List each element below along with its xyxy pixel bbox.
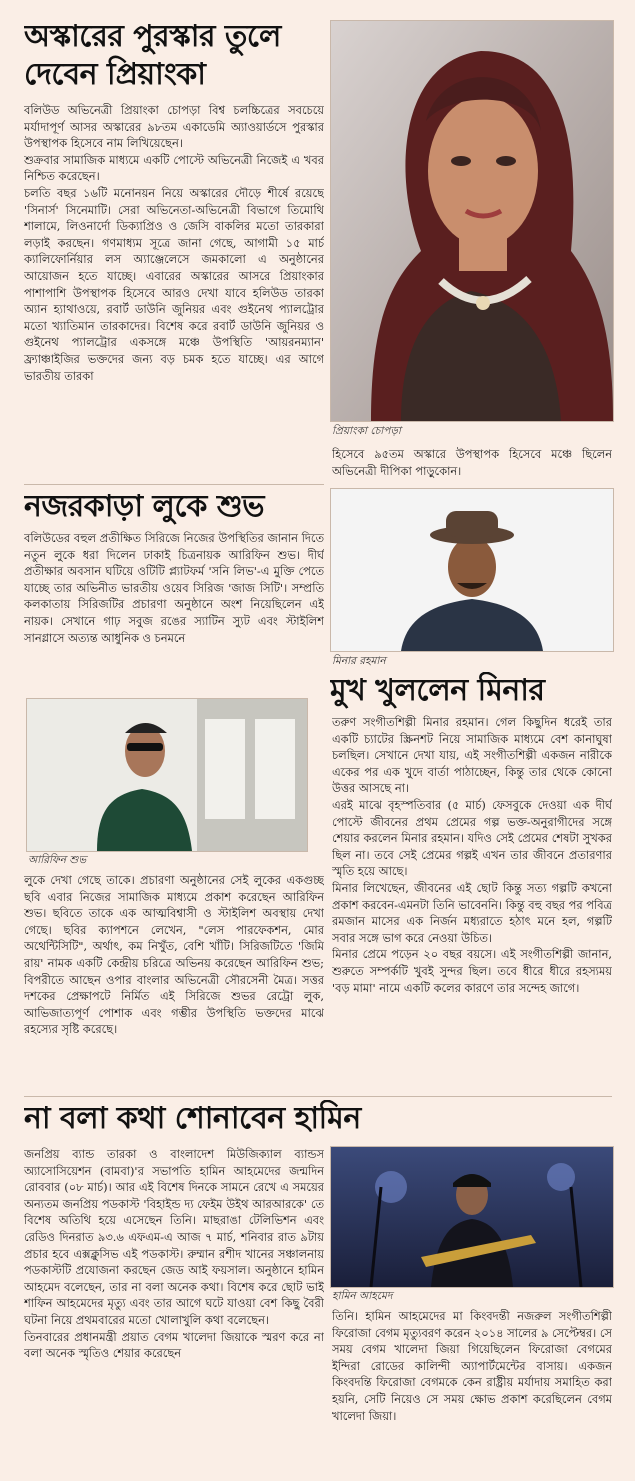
article-minar-body (332, 714, 612, 1090)
article-hamin-headline: না বলা কথা শোনাবেন হামিন (24, 1101, 361, 1136)
article-hamin-continuation: তিনি। হামিন আহমেদের মা কিংবদন্তী নজরুল সংগীতশিল্পী ফিরোজা বেগম মৃত্যুবরণ করেন ২০১৪ সালের ৯ সেপ্টেম্বর। সে সময় বেগম খালেদা জিয়া গিয়েছিলেন ফিরোজা বেগমের ইন্দিরা রোডের কালিন্দী অ্যাপার্টমেন্টের বাসায়। একজন কিংবদন্তি ফিরোজা বেগমকে কেন রাষ্ট্রীয় মর্যাদায় সমাহিত করা হয়নি, সেটি নিয়েও সে সময় ক্ষোভ প্রকাশ করেছিলেন বেগম খালেদা জিয়া। (332, 1309, 612, 1423)
article-hamin-headline-box (24, 1100, 612, 1142)
article-shuvo-headline-box (24, 488, 324, 528)
article-shuvo-headline: নজরকাড়া লুকে শুভ (24, 489, 265, 524)
article-priyanka-continuation: হিসেবে ৯৫তম অস্কারে উপস্থাপক হিসেবে মঞ্চে ছিলেন অভিনেত্রী দীপিকা পাড়ুকোন। (332, 447, 612, 478)
paragraph: জনপ্রিয় ব্যান্ড তারকা ও বাংলাদেশ মিউজিক্যাল ব্যান্ডস অ্যাসোসিয়েশন (বামবা)'র সভাপতি হামিন আহমেদের জন্মদিন রোববার (০৮ মার্চ)। আর এই বিশেষ দিনকে সামনে রেখে এ সময়ের অন্যতম জনপ্রিয় পডকাস্ট 'বিহাইন্ড দ্য ফেইম উইথ আরআরকে' তে বিশেষ অতিথি হয়ে এসেছেন তিনি। মাছরাঙা টেলিভিশন এবং রেডিও দিনরাত ৯৩.৬ এফএম-এ আজ ৭ মার্চ, শনিবার রাত ৯টায় প্রচার হবে এক্সক্লুসিভ এই পডকাস্ট। রুম্মান রশীদ খানের সঞ্চালনায় পডকাস্টটি প্রযোজনা করছেন জেড আই ফয়সাল। অনুষ্ঠানে হামিন আহমেদ বলেছেন, তার না বলা অনেক কথা। বিশেষ করে ছোট ভাই শাফিন আহমেদের মৃত্যু এবং তার আগে ঘটে যাওয়া বেশ কিছু বৈরী ঘটনা নিয়ে প্রথমবারের মতো খোলাখুলি কথা বলেছেন। (24, 1147, 324, 1327)
paragraph: মিনার লিখেছেন, জীবনের এই ছোট কিন্তু সত্য গল্পটি কখনো প্রকাশ করবেন-এমনটা তিনি ভাবেননি। কিন্তু বহু বছর পর পবিত্র রমজান মাসের এক নির্জন মধ্যরাতে হঠাৎ মনে হল, গল্পটি সবার সঙ্গে ভাগ করে নেওয়া উচিত। (332, 880, 612, 945)
paragraph: বলিউডের বহুল প্রতীক্ষিত সিরিজে নিজের উপস্থিতির জানান দিতে নতুন লুকে ধরা দিলেন ঢাকাই চিত্রনায়ক আরিফিন শুভ। দীর্ঘ প্রতীক্ষার অবসান ঘটিয়ে ওটিটি প্ল্যাটফর্ম 'সনি লিভ'-এ মুক্তি পেতে যাচ্ছে তার অভিনীত ভারতীয় ওয়েব সিরিজ 'জাজ সিটি'। সম্প্রতি কলকাতায় সিরিজটির প্রচারণা অনুষ্ঠানে অংশ নিয়েছিলেন এই নায়ক। সেখানে গাঢ় সবুজ রঙের স্যাটিন স্যুট এবং স্টাইলিশ সানগ্লাসে অত্যন্ত আধুনিক ও চনমনে (24, 531, 324, 645)
paragraph: মিনার প্রেমে পড়েন ২০ বছর বয়সে। এই সংগীতশিল্পী জানান, শুরুতে সম্পর্কটি খুবই সুন্দর ছিল। তবে ধীরে ধীরে রহস্যময় 'বড় মামা' নামে একটি কলের কারণে তার সন্দেহ জাগে। (332, 947, 612, 995)
article-priyanka-headline-box (24, 18, 324, 100)
hamin-photo (330, 1146, 614, 1288)
article-priyanka-headline: অস্কারের পুরস্কার তুলে দেবেন প্রিয়াংকা (24, 19, 281, 92)
minar-photo (330, 488, 614, 652)
priyanka-photo (330, 20, 614, 422)
paragraph: তিনবারের প্রধানমন্ত্রী প্রয়াত বেগম খালেদা জিয়াকে স্মরণ করে না বলা অনেক স্মৃতিও শেয়ার করেছেন (24, 1329, 324, 1361)
article-hamin-body (24, 1146, 324, 1462)
paragraph: শুক্রবার সামাজিক মাধ্যমে একটি পোস্টে অভিনেত্রী নিজেই এ খবর নিশ্চিত করেছেন। (24, 152, 324, 184)
paragraph: তরুণ সংগীতশিল্পী মিনার রহমান। গেল কিছুদিন ধরেই তার একটি চ্যাটের স্ক্রিনশট নিয়ে সামাজিক মাধ্যমে বেশ কানাঘুষা চলছিল। সেখানে দেখা যায়, এই সংগীতশিল্পী একজন নারীকে একের পর এক খুদে বার্তা পাঠাচ্ছেন, কিন্তু তার থেকে কোনো উত্তর আসছে না। (332, 715, 612, 796)
portrait-image (27, 699, 307, 851)
minar-photo-caption: মিনার রহমান (332, 655, 386, 667)
shuvo-photo-caption: আরিফিন শুভ (28, 854, 87, 866)
article-minar-headline: মুখ খুললেন মিনার (330, 673, 545, 708)
article-shuvo-body (24, 530, 324, 696)
paragraph: এরই মাঝে বৃহস্পতিবার (৫ মার্চ) ফেসবুকে দেওয়া এক দীর্ঘ পোস্টে জীবনের প্রথম প্রেমের গল্প ভক্ত-অনুরাগীদের সঙ্গে শেয়ার করলেন মিনার রহমান। যদিও সেই প্রেমের শেষটা সুখকর ছিল না। তবে সেই প্রেমের গল্পই এখন তার জীবনে প্রতারণার স্মৃতি হয়ে আছে। (332, 797, 612, 879)
hamin-photo-caption: হামিন আহমেদ (332, 1290, 393, 1302)
paragraph: বলিউড অভিনেত্রী প্রিয়াংকা চোপড়া বিশ্ব চলচ্চিত্রের সবচেয়ে মর্যাদাপূর্ণ আসর অস্কারের ৯৮তম একাডেমি অ্যাওয়ার্ডসে পুরস্কার উপস্থাপক হিসেবে নাম লিখিয়েছেন। (24, 103, 324, 151)
paragraph: চলতি বছর ১৬টি মনোনয়ন নিয়ে অস্কারের দৌড়ে শীর্ষে রয়েছে 'সিনার্স' সিনেমাটি। সেরা অভিনেতা-অভিনেত্রী বিভাগে তিমোথি শালামে, লিওনার্দো ডিক্যাপ্রিও ও জেসি বাকলির মতো তারকারা লড়াই করছেন। গণমাধ্যম সূত্রে জানা গেছে, আগামী ১৫ মার্চ ক্যালিফোর্নিয়ার লস অ্যাঞ্জেলেসে জমকালো এ অনুষ্ঠানের আয়োজন হতে যাচ্ছে। এবারের অস্কারের আসরে প্রিয়াংকার পাশাপাশি উপস্থাপক হিসেবে আরও দেখা যাবে হলিউড তারকা অ্যান হ্যাথাওয়ে, রবার্ট ডাউনি জুনিয়র এবং গুইনেথ প্যালট্রোর মতো খ্যাতিমান তারকাদের। বিশেষ করে রবার্ট ডাউনি জুনিয়র ও গুইনেথ প্যালট্রোর একসঙ্গে মঞ্চে উপস্থিতি 'আয়রনম্যান' ফ্র্যাঞ্চাইজির ভক্তদের জন্য বড় চমক হতে যাচ্ছে। এর আগে ভারতীয় তারকা (24, 185, 324, 383)
divider (24, 1096, 612, 1097)
portrait-image (331, 489, 613, 651)
article-shuvo-body-continued (24, 872, 324, 1090)
divider (24, 484, 324, 485)
priyanka-photo-caption: প্রিয়াংকা চোপড়া (332, 425, 401, 437)
paragraph: লুকে দেখা গেছে তাকে। প্রচারণা অনুষ্ঠানের সেই লুকের একগুচ্ছ ছবি এবার নিজের সামাজিক মাধ্যমে প্রকাশ করেছেন আরিফিন শুভ। ছবিতে তাকে এক আত্মবিশ্বাসী ও স্টাইলিশ অবস্থায় দেখা গেছে। ছবির ক্যাপশনে লেখেন, "লেস পারফেকশন, মোর অথেন্টিসিটি", অর্থাৎ, কম নিখুঁত, বেশি খাঁটি। সিরিজটিতে 'জিমি রায়' নামক একটি কেন্দ্রীয় চরিত্রে অভিনয় করেছেন আরিফিন শুভ; বিপরীতে আছেন ওপার বাংলার অভিনেত্রী সৌরসেনী মৈত্র। সত্তর দশকের প্রেক্ষাপটে নির্মিত এই সিরিজে শুভর রেট্রো লুক, আভিজাত্যপূর্ণ পোশাক এবং গম্ভীর উপস্থিতি ভক্তদের মাঝে রহস্যের সৃষ্টি করেছে। (24, 873, 324, 1037)
portrait-image (331, 21, 613, 421)
article-priyanka-body (24, 102, 324, 480)
article-minar-headline-box (330, 672, 614, 714)
concert-image (331, 1147, 613, 1287)
shuvo-photo (26, 698, 308, 852)
